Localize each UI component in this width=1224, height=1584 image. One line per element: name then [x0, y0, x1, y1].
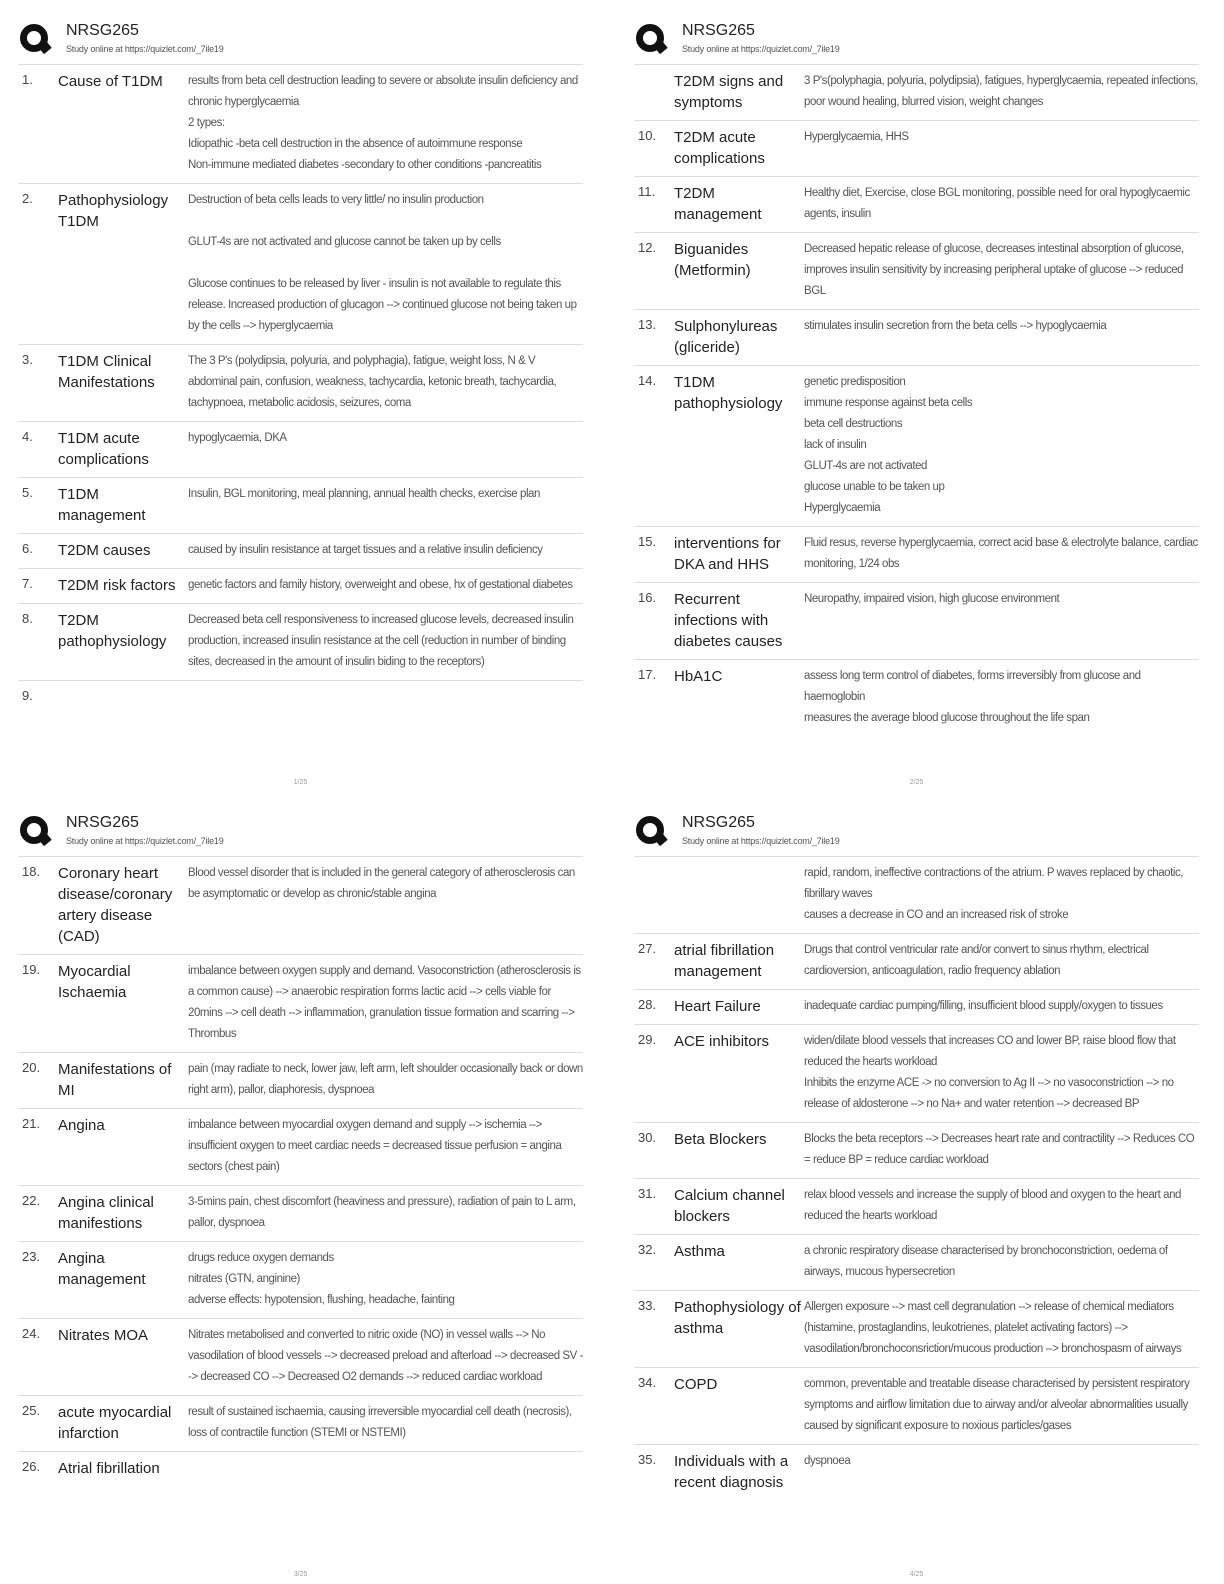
card-number: 8.	[22, 611, 33, 626]
flashcard-row	[634, 583, 1199, 660]
card-definition: a chronic respiratory disease characterised by bronchoconstriction, oedema of airways, mucous hypersecretion	[804, 1245, 1168, 1278]
card-number: 11.	[638, 184, 656, 199]
card-definition: relax blood vessels and increase the supply of blood and oxygen to the heart and reduced the hearts workload	[804, 1189, 1182, 1222]
card-term: HbA1C	[674, 668, 723, 685]
page-number: 2/25	[909, 779, 924, 786]
study-online-link[interactable]: Study online at https://quizlet.com/_7ile19	[682, 44, 840, 54]
flashcard-row	[18, 478, 583, 534]
card-term: Cause of T1DM	[58, 73, 163, 90]
card-term: acute myocardial infarction	[58, 1404, 172, 1442]
flashcard-row	[634, 857, 1199, 934]
card-term: atrial fibrillation management	[674, 942, 775, 980]
quizlet-logo-icon	[20, 816, 48, 844]
card-term: T2DM acute complications	[674, 129, 765, 167]
page-header	[634, 810, 1199, 854]
page-1	[18, 18, 583, 788]
card-term: Heart Failure	[674, 998, 761, 1015]
card-term: T2DM risk factors	[58, 577, 176, 594]
card-number: 18.	[22, 864, 41, 879]
card-definition: Hyperglycaemia, HHS	[804, 131, 909, 143]
card-term: Beta Blockers	[674, 1131, 767, 1148]
card-definition: drugs reduce oxygen demands nitrates (GTN, anginine) adverse effects: hypotension, flushing, headache, fainting	[188, 1252, 455, 1306]
card-term: Pathophysiology T1DM	[58, 192, 169, 230]
card-number: 3.	[22, 352, 33, 367]
flashcard-row	[18, 1319, 583, 1396]
card-term: T1DM acute complications	[58, 430, 149, 468]
card-definition: common, preventable and treatable disease characterised by persistent respiratory symptoms and airflow limitation due to airway and/or alveolar abnormalities usually caused by significant exposure to noxious particles/gases	[804, 1378, 1190, 1432]
flashcard-row	[634, 1445, 1199, 1500]
card-number: 17.	[638, 667, 657, 682]
quizlet-logo-icon	[20, 24, 48, 52]
card-number: 30.	[638, 1130, 657, 1145]
flashcard-row	[634, 934, 1199, 990]
card-number: 32.	[638, 1242, 657, 1257]
card-number: 13.	[638, 317, 657, 332]
card-number: 4.	[22, 429, 33, 444]
card-definition: genetic factors and family history, overweight and obese, hx of gestational diabetes	[188, 579, 573, 591]
card-term	[674, 863, 804, 926]
card-definition: caused by insulin resistance at target tissues and a relative insulin deficiency	[188, 544, 543, 556]
study-online-link[interactable]: Study online at https://quizlet.com/_7ile19	[682, 836, 840, 846]
card-definition: stimulates insulin secretion from the beta cells --> hypoglycaemia	[804, 320, 1107, 332]
card-number: 9.	[22, 688, 33, 703]
card-definition: rapid, random, ineffective contractions of the atrium. P waves replaced by chaotic, fibrillary waves causes a decrease in CO and an increased risk of stroke	[804, 867, 1183, 921]
flashcard-row	[634, 233, 1199, 310]
card-definition: pain (may radiate to neck, lower jaw, left arm, left shoulder occasionally back or down right arm), pallor, diaphoresis, dyspnoea	[188, 1063, 583, 1096]
card-number: 2.	[22, 191, 33, 206]
card-number: 33.	[638, 1298, 657, 1313]
card-number: 14.	[638, 373, 657, 388]
card-number: 28.	[638, 997, 657, 1012]
card-number: 10.	[638, 128, 657, 143]
card-definition: imbalance between myocardial oxygen demand and supply --> ischemia --> insufficient oxygen to meet cardiac needs = decreased tissue perfusion = angina sectors (chest pain)	[188, 1119, 562, 1173]
card-number: 19.	[22, 962, 41, 977]
card-term: Nitrates MOA	[58, 1327, 149, 1344]
card-term: Atrial fibrillation	[58, 1460, 160, 1477]
card-term: Recurrent infections with diabetes causes	[674, 591, 783, 650]
flashcard-row	[18, 422, 583, 478]
flashcard-row	[634, 121, 1199, 177]
flashcard-row	[18, 1053, 583, 1109]
card-term: T1DM Clinical Manifestations	[58, 353, 155, 391]
flashcard-row	[634, 1235, 1199, 1291]
card-number: 26.	[22, 1459, 41, 1474]
card-definition: Nitrates metabolised and converted to nitric oxide (NO) in vessel walls --> No vasodilation of blood vessels --> decreased preload and afterload --> decreased SV --> decreased CO --> Decreased O2 demands --> reduced cardiac workload	[188, 1329, 583, 1383]
card-definition: Neuropathy, impaired vision, high glucose environment	[804, 593, 1060, 605]
card-number: 6.	[22, 541, 33, 556]
page-number: 1/25	[293, 779, 308, 786]
card-number: 5.	[22, 485, 33, 500]
flashcard-row	[18, 65, 583, 184]
card-term: T2DM signs and symptoms	[674, 73, 784, 111]
card-number: 27.	[638, 941, 657, 956]
card-definition: Insulin, BGL monitoring, meal planning, annual health checks, exercise plan	[188, 488, 540, 500]
study-online-link[interactable]: Study online at https://quizlet.com/_7ile19	[66, 44, 224, 54]
card-definition: Allergen exposure --> mast cell degranulation --> release of chemical mediators (histamine, prostaglandins, leukotrienes, platelet activating factors) --> vasodilation/bronchoconsriction/mucous production --> bronchospasm of airways	[804, 1301, 1182, 1355]
card-term: COPD	[674, 1376, 718, 1393]
flashcard-list	[18, 856, 583, 1486]
quizlet-logo-icon	[636, 816, 664, 844]
card-term: interventions for DKA and HHS	[674, 535, 781, 573]
card-definition: genetic predisposition immune response against beta cells beta cell destructions lack of insulin GLUT-4s are not activated glucose unable to be taken up Hyperglycaemia	[804, 376, 973, 514]
flashcard-row	[634, 1368, 1199, 1445]
card-term: ACE inhibitors	[674, 1033, 770, 1050]
card-definition: dyspnoea	[804, 1455, 851, 1467]
flashcard-row	[18, 1242, 583, 1319]
flashcard-row	[634, 366, 1199, 527]
card-number: 16.	[638, 590, 657, 605]
flashcard-row	[18, 681, 583, 710]
flashcard-row	[634, 990, 1199, 1025]
page-header	[18, 18, 583, 62]
card-term: T2DM causes	[58, 542, 151, 559]
card-term: Myocardial Ischaemia	[58, 963, 131, 1001]
card-definition: Blocks the beta receptors --> Decreases heart rate and contractility --> Reduces CO = reduce BP = reduce cardiac workload	[804, 1133, 1195, 1166]
flashcard-row	[18, 1396, 583, 1452]
card-term: T2DM management	[674, 185, 762, 223]
card-definition: Decreased beta cell responsiveness to increased glucose levels, decreased insulin production, increased insulin resistance at the cell (reduction in number of binding sites, decreased in the amount of insulin biding to the receptors)	[188, 614, 574, 668]
page-3	[18, 810, 583, 1580]
flashcard-row	[634, 65, 1199, 121]
card-number: 21.	[22, 1116, 41, 1131]
card-number	[634, 71, 674, 113]
flashcard-row	[634, 177, 1199, 233]
card-number: 12.	[638, 240, 657, 255]
card-definition: 3 P's(polyphagia, polyuria, polydipsia), fatigues, hyperglycaemia, repeated infections, poor wound healing, blurred vision, weight changes	[804, 75, 1198, 108]
card-definition: Blood vessel disorder that is included in the general category of atherosclerosis can be asymptomatic or develop as chronic/stable angina	[188, 867, 575, 900]
card-term: Asthma	[674, 1243, 725, 1260]
card-number: 7.	[22, 576, 33, 591]
page-4	[634, 810, 1199, 1580]
card-term: Biguanides (Metformin)	[674, 241, 751, 279]
study-online-link[interactable]: Study online at https://quizlet.com/_7ile19	[66, 836, 224, 846]
card-definition: Healthy diet, Exercise, close BGL monitoring, possible need for oral hypoglycaemic agents, insulin	[804, 187, 1190, 220]
flashcard-row	[18, 1109, 583, 1186]
card-definition: assess long term control of diabetes, forms irreversibly from glucose and haemoglobin measures the average blood glucose throughout the life span	[804, 670, 1141, 724]
card-definition: results from beta cell destruction leading to severe or absolute insulin deficiency and chronic hyperglycaemia 2 types: Idiopathic -beta cell destruction in the absence of autoimmune response Non-immune mediated diabetes -secondary to other conditions -pancreatitis	[188, 75, 578, 171]
flashcard-row	[634, 310, 1199, 366]
page-number: 3/25	[293, 1571, 308, 1578]
flashcard-row	[18, 604, 583, 681]
card-definition: hypoglycaemia, DKA	[188, 432, 287, 444]
card-term: Individuals with a recent diagnosis	[674, 1453, 789, 1491]
card-definition: imbalance between oxygen supply and demand. Vasoconstriction (atherosclerosis is a common cause) --> anaerobic respiration forms lactic acid --> cells viable for 20mins --> cell death --> inflammation, granulation tissue formation and scarring --> Thrombus	[188, 965, 581, 1040]
card-term: Angina clinical manifestions	[58, 1194, 154, 1232]
card-term: Sulphonylureas (gliceride)	[674, 318, 778, 356]
card-definition: widen/dilate blood vessels that increases CO and lower BP, raise blood flow that reduced the hearts workload Inhibits the enzyme ACE -> no conversion to Ag II --> no vasoconstriction --> no release of aldosterone --> no Na+ and water retention --> decreased BP	[804, 1035, 1176, 1110]
flashcard-row	[634, 1025, 1199, 1123]
card-number: 29.	[638, 1032, 657, 1047]
card-term: T1DM pathophysiology	[674, 374, 783, 412]
card-term: T2DM pathophysiology	[58, 612, 167, 650]
flashcard-list	[18, 64, 583, 710]
flashcard-row	[634, 1123, 1199, 1179]
card-number: 23.	[22, 1249, 41, 1264]
page-header	[634, 18, 1199, 62]
card-definition: The 3 P's (polydipsia, polyuria, and polyphagia), fatigue, weight loss, N & V abdominal pain, confusion, weakness, tachycardia, ketonic breath, tachycardia, tachypnoea, metabolic acidosis, seizures, coma	[188, 355, 557, 409]
card-term: Pathophysiology of asthma	[674, 1299, 801, 1337]
card-number: 22.	[22, 1193, 41, 1208]
page-title: NRSG265	[66, 814, 139, 831]
card-definition: 3-5mins pain, chest discomfort (heaviness and pressure), radiation of pain to L arm, pallor, dyspnoea	[188, 1196, 576, 1229]
page-header	[18, 810, 583, 854]
card-number: 24.	[22, 1326, 41, 1341]
card-definition: Fluid resus, reverse hyperglycaemia, correct acid base & electrolyte balance, cardiac monitoring, 1/24 obs	[804, 537, 1198, 570]
flashcard-row	[634, 660, 1199, 736]
flashcard-row	[18, 955, 583, 1053]
quizlet-logo-icon	[636, 24, 664, 52]
flashcard-row	[18, 569, 583, 604]
flashcard-row	[18, 184, 583, 345]
flashcard-list	[634, 64, 1199, 736]
flashcard-list	[634, 856, 1199, 1500]
card-definition: inadequate cardiac pumping/filling, insufficient blood supply/oxygen to tissues	[804, 1000, 1163, 1012]
page-title: NRSG265	[682, 814, 755, 831]
card-term: Manifestations of MI	[58, 1061, 172, 1099]
card-definition: result of sustained ischaemia, causing irreversible myocardial cell death (necrosis), loss of contractile function (STEMI or NSTEMI)	[188, 1406, 572, 1439]
card-definition: Decreased hepatic release of glucose, decreases intestinal absorption of glucose, improves insulin sensitivity by increasing peripheral uptake of glucose --> reduced BGL	[804, 243, 1184, 297]
card-number: 35.	[638, 1452, 657, 1467]
card-term: T1DM management	[58, 486, 146, 524]
page-2	[634, 18, 1199, 788]
page-title: NRSG265	[682, 22, 755, 39]
card-definition: Destruction of beta cells leads to very little/ no insulin production GLUT-4s are not activated and glucose cannot be taken up by cells Glucose continues to be released by liver - insulin is not available to regulate this release. Increased production of glucagon --> continued glucose not being taken up by the cells --> hyperglycaemia	[188, 194, 577, 332]
card-number: 34.	[638, 1375, 657, 1390]
card-number	[634, 863, 674, 926]
card-definition	[188, 1458, 583, 1479]
flashcard-row	[634, 1179, 1199, 1235]
card-term: Angina management	[58, 1250, 146, 1288]
flashcard-row	[18, 857, 583, 955]
card-definition	[188, 687, 583, 703]
page-number: 4/25	[909, 1571, 924, 1578]
card-term: Coronary heart disease/coronary artery disease (CAD)	[58, 865, 173, 945]
card-number: 20.	[22, 1060, 41, 1075]
card-term: Calcium channel blockers	[674, 1187, 785, 1225]
card-number: 1.	[22, 72, 33, 87]
card-number: 31.	[638, 1186, 657, 1201]
flashcard-row	[18, 534, 583, 569]
flashcard-row	[18, 1186, 583, 1242]
card-number: 15.	[638, 534, 657, 549]
flashcard-row	[634, 527, 1199, 583]
flashcard-row	[18, 345, 583, 422]
card-number: 25.	[22, 1403, 41, 1418]
flashcard-row	[634, 1291, 1199, 1368]
page-title: NRSG265	[66, 22, 139, 39]
card-term: Angina	[58, 1117, 105, 1134]
card-term	[58, 687, 188, 703]
card-definition: Drugs that control ventricular rate and/or convert to sinus rhythm, electrical cardioversion, anticoagulation, radio frequency ablation	[804, 944, 1149, 977]
flashcard-row	[18, 1452, 583, 1486]
